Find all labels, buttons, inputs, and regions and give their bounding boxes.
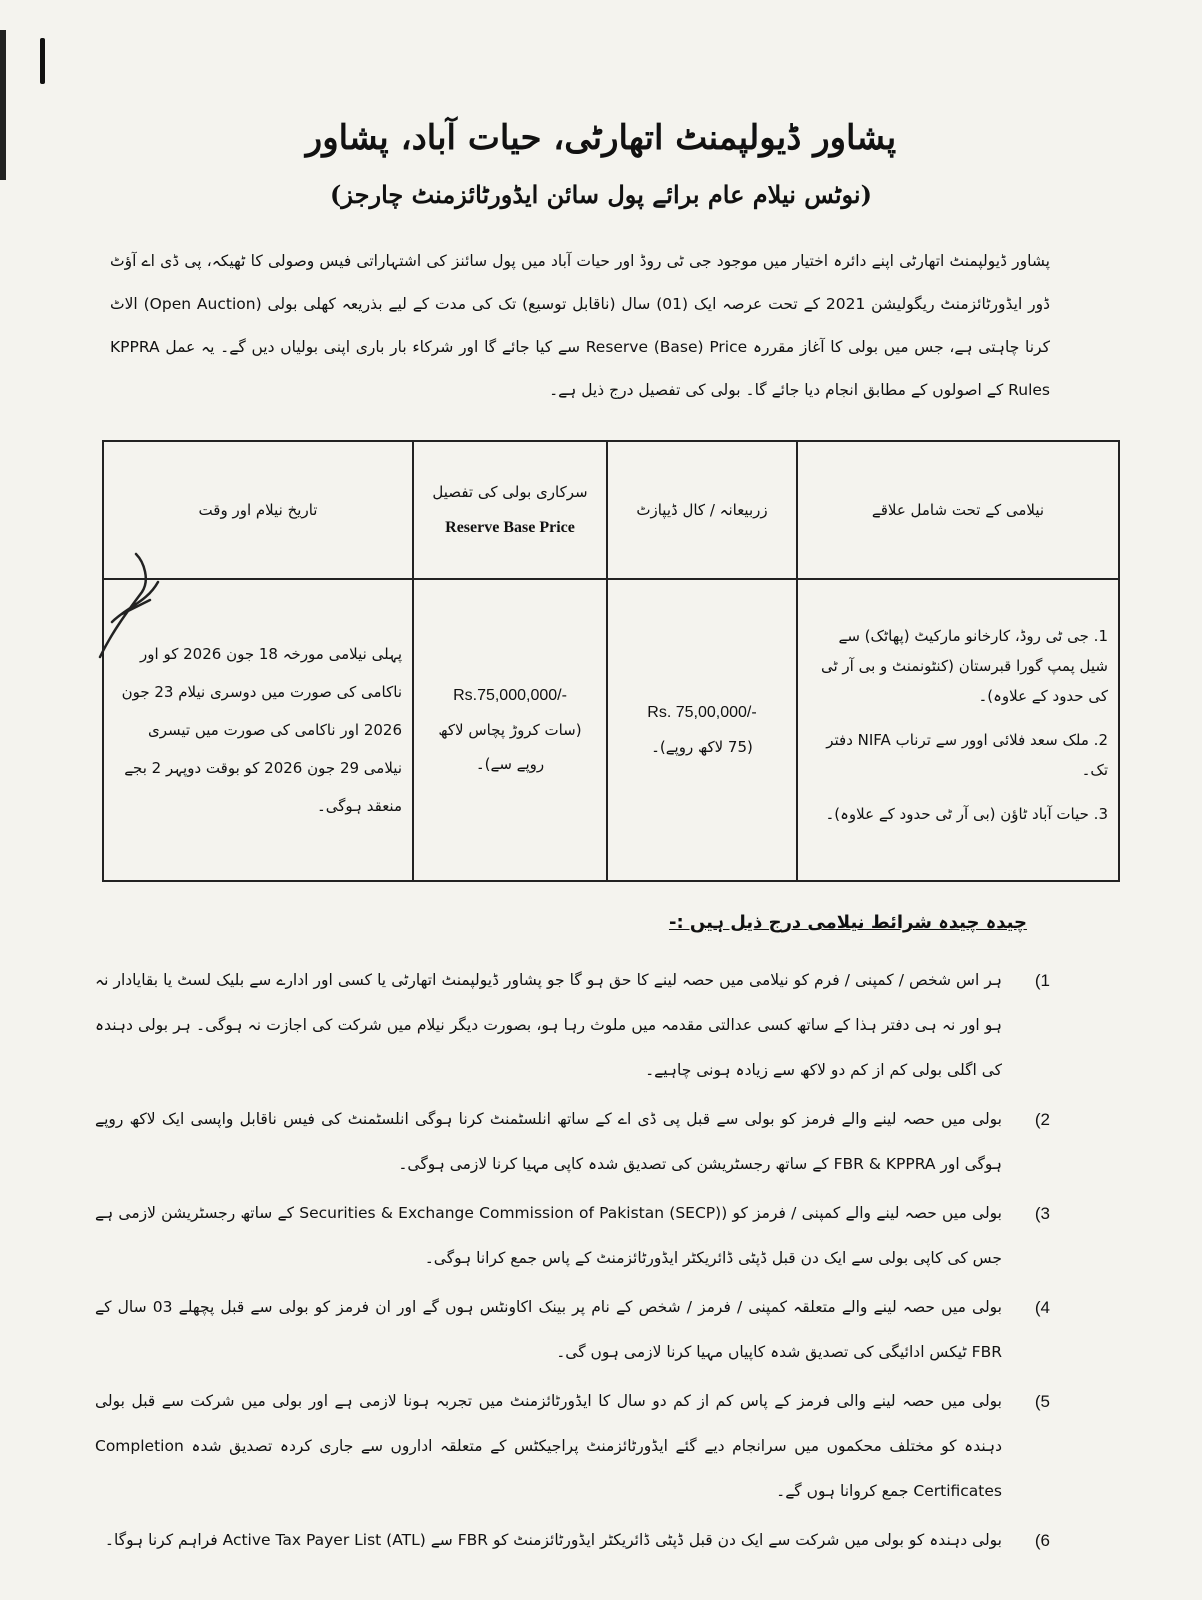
reserve-words: (سات کروڑ پچاس لاکھ روپے سے)۔ — [438, 721, 582, 773]
reserve-amount: Rs.75,000,000/- — [453, 687, 567, 704]
areas-cell — [797, 579, 1119, 881]
deposit-cell — [607, 579, 797, 881]
deposit-amount: Rs. 75,00,000/- — [647, 704, 757, 721]
header-deposit: زربیعانہ / کال ڈیپازٹ — [607, 441, 797, 579]
condition-item — [95, 1097, 1050, 1187]
scan-mark — [40, 38, 45, 84]
table-header-row — [103, 441, 1119, 579]
deposit-words: (75 لاکھ روپے)۔ — [651, 738, 753, 756]
area-item-1: 1. جی ٹی روڈ، کارخانو مارکیٹ (پھاٹک) سے شیل پمپ گورا قبرستان (کنٹونمنٹ و بی آر ٹی کی حدود کے علاوہ)۔ — [820, 627, 1108, 705]
condition-item — [95, 1379, 1050, 1514]
condition-number: 2) — [1034, 1110, 1050, 1129]
condition-item — [95, 1191, 1050, 1281]
condition-text: بولی میں حصہ لینے والے فرمز کو بولی سے قبل پی ڈی اے کے ساتھ انلسٹمنٹ کرنا ہوگی انلسٹمنٹ کی فیس ناقابل واپسی ایک لاکھ روپے ہوگی اور FBR & KPPRA کے ساتھ رجسٹریشن کی تصدیق شدہ کاپی مہیا کرنا لازمی ہوگی۔ — [95, 1110, 1002, 1173]
condition-text: بولی میں حصہ لینے والی فرمز کے پاس کم از کم دو سال کا ایڈورٹائزمنٹ میں تجربہ ہونا لازمی ہے اور بولی میں شرکت سے قبل بولی دہندہ کو مختلف محکموں میں سرانجام دیے گئے ایڈورٹائزمنٹ پراجیکٹس کے متعلقہ اداروں سے جاری کردہ تصدیق شدہ Completion Certificates جمع کروانا ہوں گے۔ — [95, 1392, 1002, 1500]
header-reserve-english: Reserve Base Price — [445, 519, 575, 536]
area-item-2: 2. ملک سعد فلائی اوور سے ترناب NIFA دفتر تک۔ — [826, 731, 1108, 779]
condition-number: 4) — [1034, 1298, 1050, 1317]
auction-table — [102, 440, 1120, 882]
condition-text: بولی میں حصہ لینے والے کمپنی / فرمز کو (Securities & Exchange Commission of Pakistan (SECP) کے ساتھ رجسٹریشن لازمی ہے جس کی کاپی بولی سے ایک دن قبل ڈپٹی ڈائریکٹر ایڈورٹائزمنٹ کے پاس جمع کرانا ہوگی۔ — [95, 1204, 1002, 1267]
intro-paragraph: پشاور ڈیولپمنٹ اتھارٹی اپنے دائرہ اختیار میں موجود جی ٹی روڈ اور حیات آباد میں پول سائنز کی اشتہاراتی فیس وصولی کا ٹھیکہ، پی ڈی اے آؤٹ ڈور ایڈورٹائزمنٹ ریگولیشن 2021 کے تحت عرصہ ایک (01) سال (ناقابل توسیع) تک کی مدت کے لیے بذریعہ کھلی بولی (Open Auction) الاٹ کرنا چاہتی ہے، جس میں بولی کا آغاز مقررہ Reserve (Base) Price سے کیا جائے گا اور شرکاء بار باری اپنی بولیاں دیں گے۔ یہ عمل KPPRA Rules کے اصولوں کے مطابق انجام دیا جائے گا۔ بولی کی تفصیل درج ذیل ہے۔ — [110, 252, 1050, 399]
areas-list — [808, 621, 1108, 829]
condition-number: 3) — [1034, 1204, 1050, 1223]
condition-text: ہر اس شخص / کمپنی / فرم کو نیلامی میں حصہ لینے کا حق ہو گا جو پشاور ڈیولپمنٹ اتھارٹی یا کسی اور ادارے سے بلیک لسٹ یا بقایادار نہ ہو اور نہ ہی دفتر ہذا کے ساتھ کسی عدالتی مقدمہ میں ملوث رہا ہو، بصورت دیگر نیلام میں شرکت کی اجازت نہ ہوگی۔ ہر بولی دہندہ کی اگلی بولی کم از کم دو لاکھ سے زیادہ ہونی چاہیے۔ — [95, 971, 1002, 1079]
signature-mark — [92, 552, 162, 662]
condition-text: بولی میں حصہ لینے والے متعلقہ کمپنی / فرمز / شخص کے نام پر بینک اکاونٹس ہوں گے اور ان فرمز کو بولی سے قبل پچھلے 03 سال کے FBR ٹیکس ادائیگی کی تصدیق شدہ کاپیاں مہیا کرنا لازمی ہوں گی۔ — [95, 1298, 1002, 1361]
header-date: تاریخ نیلام اور وقت — [103, 441, 413, 579]
condition-item — [95, 1285, 1050, 1375]
condition-number: 6) — [1034, 1531, 1050, 1550]
page-subtitle: (نوٹس نیلام عام برائے پول سائن ایڈورٹائزمنٹ چارجز) — [330, 180, 872, 209]
condition-text: بولی دہندہ کو بولی میں شرکت سے ایک دن قبل ڈپٹی ڈائریکٹر ایڈورٹائزمنٹ کو FBR سے Active Tax Payer List (ATL) فراہم کرنا ہوگا۔ — [104, 1531, 1002, 1549]
conditions-heading: چیدہ چیدہ شرائط نیلامی درج ذیل ہیں :- — [668, 912, 1027, 933]
table-row — [103, 579, 1119, 881]
condition-number: 1) — [1034, 971, 1050, 990]
header-reserve-urdu: سرکاری بولی کی تفصیل — [432, 483, 588, 501]
date-cell: پہلی نیلامی مورخہ 18 جون 2026 کو اور ناکامی کی صورت میں دوسری نیلام 23 جون 2026 اور ناکامی کی صورت میں تیسری نیلامی 29 جون 2026 کو بوقت دوپہر 2 بجے منعقد ہوگی۔ — [103, 579, 413, 881]
area-item-3: 3. حیات آباد ٹاؤن (بی آر ٹی حدود کے علاوہ)۔ — [825, 805, 1108, 823]
condition-number: 5) — [1034, 1392, 1050, 1411]
header-reserve — [413, 441, 607, 579]
condition-item — [95, 958, 1050, 1093]
reserve-cell — [413, 579, 607, 881]
condition-item — [95, 1518, 1050, 1563]
page-title: پشاور ڈیولپمنٹ اتھارٹی، حیات آباد، پشاور — [305, 118, 897, 158]
header-areas: نیلامی کے تحت شامل علاقے — [797, 441, 1119, 579]
conditions-list — [95, 958, 1050, 1567]
